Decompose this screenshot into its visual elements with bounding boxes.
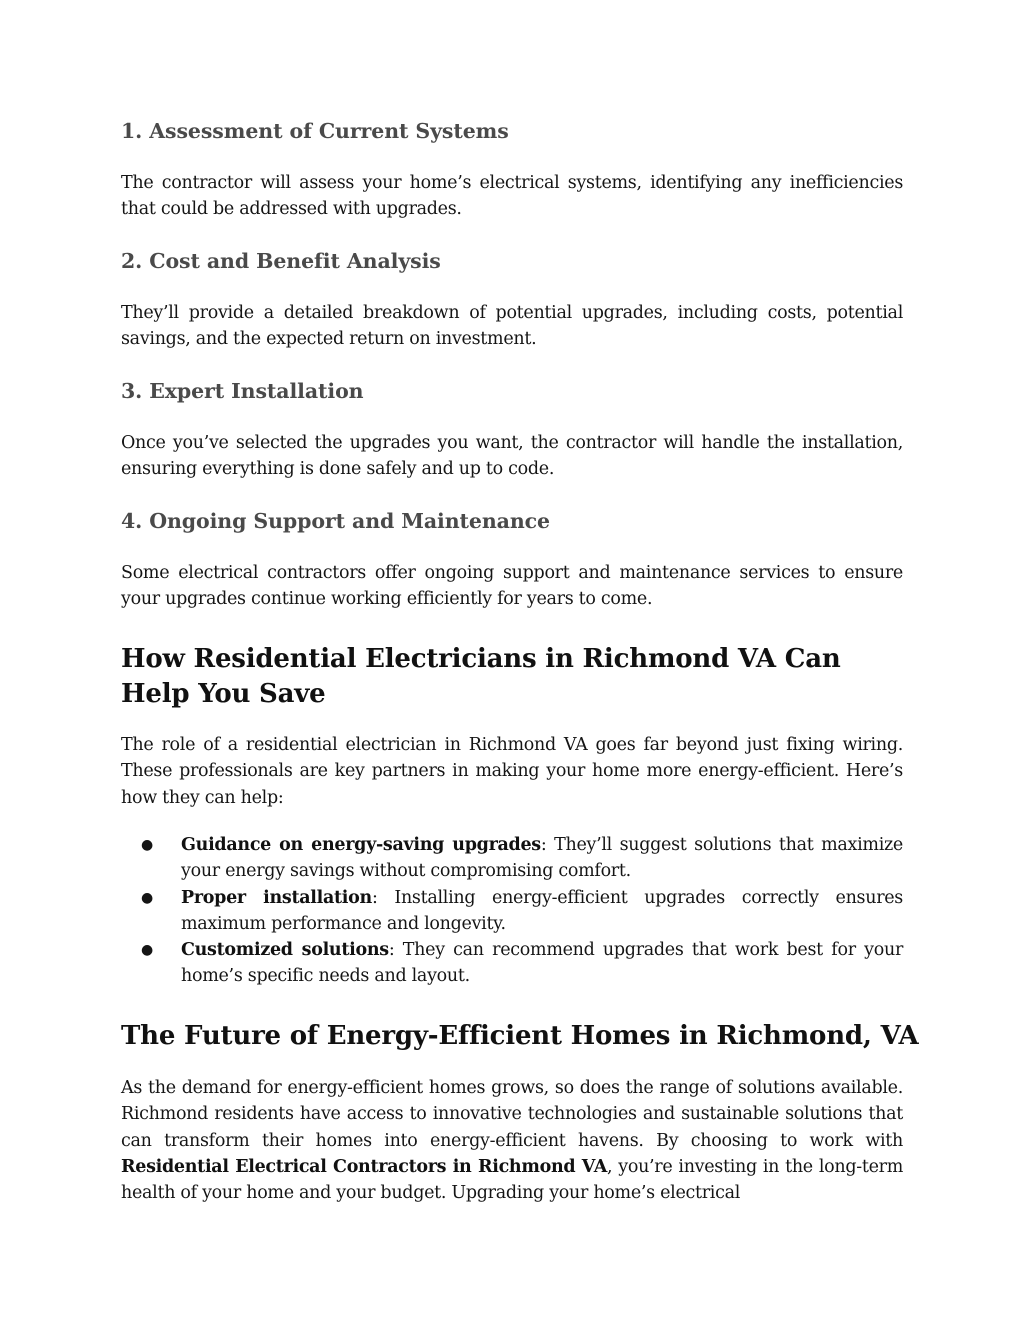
section-heading-installation: 3. Expert Installation — [121, 379, 364, 403]
body-future-text-start: As the demand for energy-efficient homes grows, so does the range of solutions available. Richmond residents have access to innovative technologies and sustainable solutions that can transform their homes into energy-efficient havens. By choosing to work with — [121, 1078, 903, 1151]
section-body-installation: Once you’ve selected the upgrades you want, the contractor will handle the installation, ensuring everything is done safely and up to code. — [121, 433, 903, 480]
section-body-assessment: The contractor will assess your home’s electrical systems, identifying any inefficiencies that could be addressed with upgrades. — [121, 173, 903, 220]
bullet-text: : They’ll suggest solutions that maximize your energy savings without compromising comfort. — [181, 835, 903, 882]
section-heading-assessment: 1. Assessment of Current Systems — [121, 119, 509, 143]
section-heading-cost-benefit: 2. Cost and Benefit Analysis — [121, 249, 441, 273]
bullet-title: Customized solutions — [181, 940, 389, 961]
contractor-highlight: Residential Electrical Contractors in Richmond VA — [121, 1156, 608, 1177]
section-body-cost-benefit: They’ll provide a detailed breakdown of potential upgrades, including costs, potential savings, and the expected return on investment. — [121, 303, 903, 350]
bullet-text: : Installing energy-efficient upgrades correctly ensures maximum performance and longevity. — [181, 887, 903, 934]
bullet-icon: ● — [141, 889, 153, 906]
list-item — [121, 885, 903, 938]
bullet-text: : They can recommend upgrades that work best for your home’s specific needs and layout. — [181, 940, 904, 987]
heading-future-homes: The Future of Energy-Efficient Homes in Richmond, VA — [121, 1021, 919, 1051]
list-item — [121, 832, 903, 885]
intro-how-electricians-help: The role of a residential electrician in Richmond VA goes far beyond just fixing wiring. These professionals are key partners in making your home more energy-efficient. Here’s how they can help: — [121, 735, 903, 808]
bullet-icon: ● — [141, 942, 153, 959]
bullet-title: Proper installation — [181, 887, 372, 908]
bullet-title: Guidance on energy-saving upgrades — [181, 835, 541, 855]
heading-how-electricians-help: How Residential Electricians in Richmond VA Can Help You Save — [121, 644, 841, 709]
benefits-list — [121, 832, 903, 990]
section-body-support: Some electrical contractors offer ongoing support and maintenance services to ensure your upgrades continue working efficiently for years to come. — [121, 563, 903, 610]
body-future-text-end: , you’re investing in the long-term health of your home and your budget. Upgrading your home’s electrical — [121, 1156, 903, 1204]
section-heading-support: 4. Ongoing Support and Maintenance — [121, 509, 550, 533]
body-future-homes — [121, 1075, 903, 1206]
list-item — [121, 937, 903, 990]
bullet-icon: ● — [141, 837, 153, 853]
